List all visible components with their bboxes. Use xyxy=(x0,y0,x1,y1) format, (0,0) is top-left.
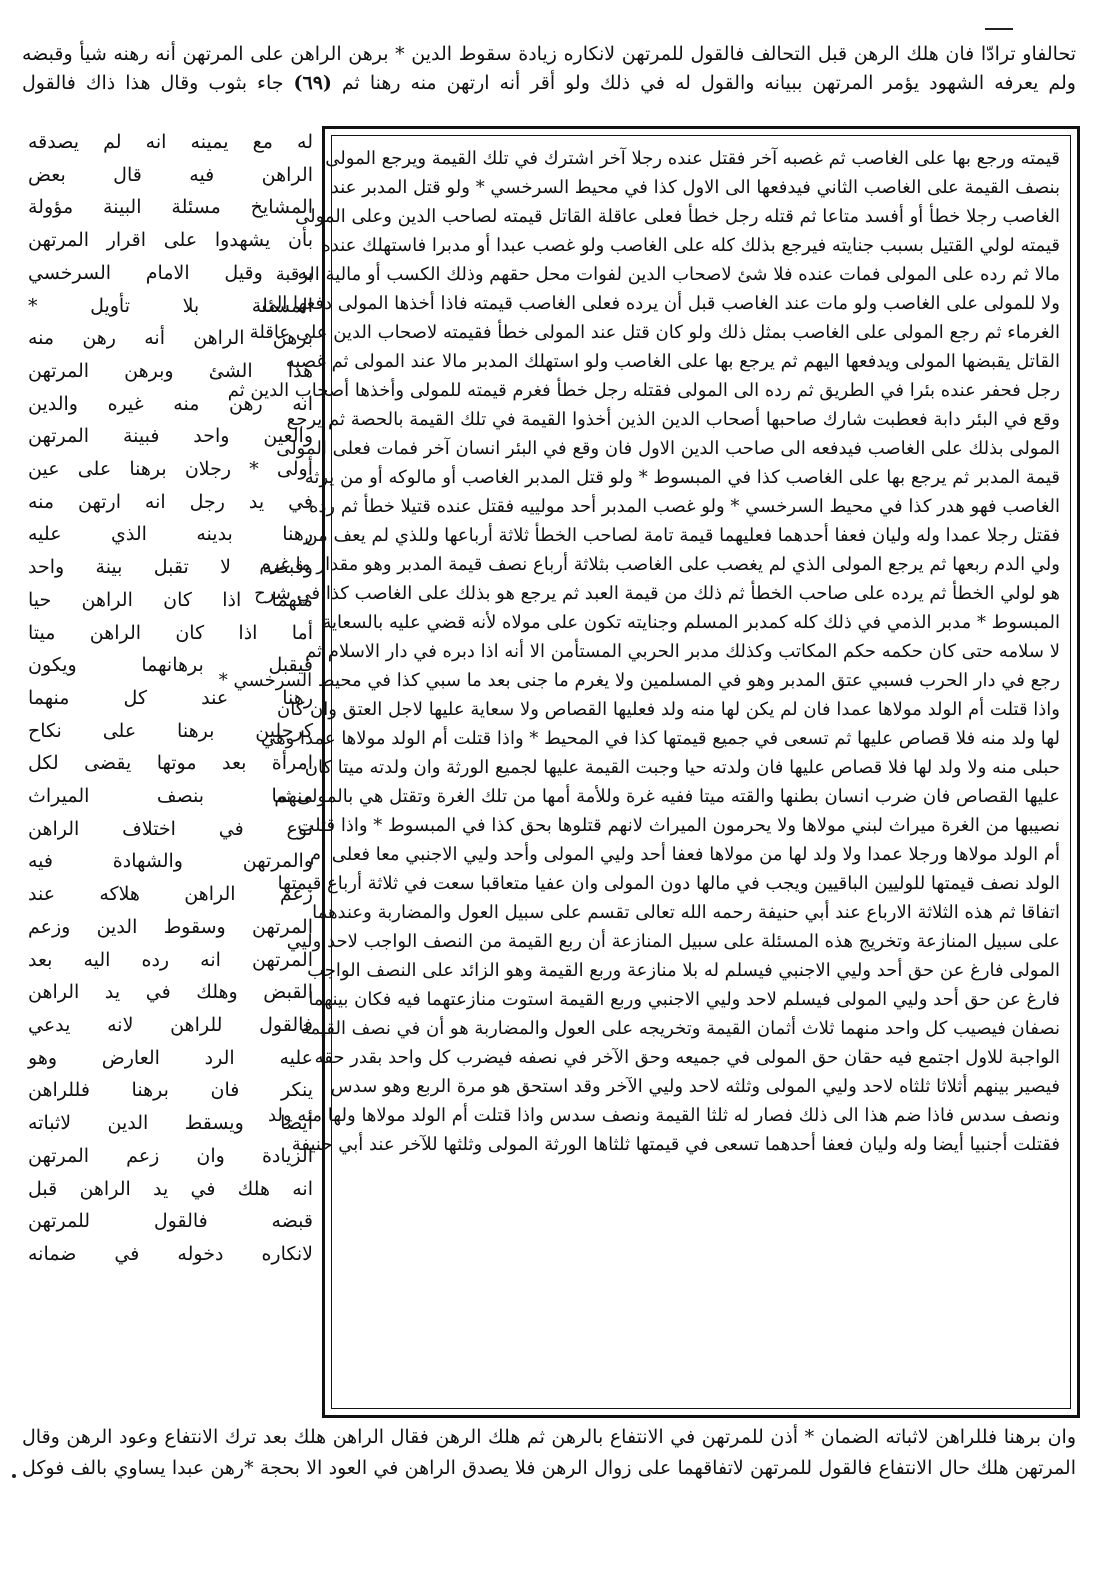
margin-text-line: فالقول للراهن لانه يدعي xyxy=(28,1013,313,1036)
margin-text-line: أيضا ويسقط الدين لاثباته xyxy=(28,1112,313,1135)
main-text-body xyxy=(218,135,1071,1409)
margin-text-line: برهن الراهن أنه رهن منه xyxy=(28,327,313,350)
main-text-line: الواجبة للاول اجتمع فيه حقان حق المولى في جميعه وحق الآخر في نصفه فيضرب كل واحد بقدر حقه xyxy=(314,1047,1060,1068)
margin-text-line: قبضه فالقول للمرتهن xyxy=(28,1210,313,1233)
margin-text-line: أولى * رجلان برهنا على عين xyxy=(28,458,313,481)
margin-text-line: الزيادة وان زعم المرتهن xyxy=(28,1144,313,1167)
main-text-line: الغاصب رجلا خطأ أو أفسد متاعا ثم قتله رجل خطأ فعلى عاقلة القاتل قيمته لصاحب الدين وعلى المولى xyxy=(295,206,1060,227)
page-header xyxy=(22,40,1076,98)
margin-text-line: فيقبل برهانهما ويكون xyxy=(28,654,313,677)
margin-text-line: المرتهن وسقوط الدين وزعم xyxy=(28,915,313,938)
main-text-line: الولد نصف قيمتها للوليين الباقيين ويجب في مالها دون المولى وان عفيا متعاقبا سعت في ثلاثة أرباع قيمتها xyxy=(277,873,1060,894)
margin-text-line: كرجلين برهنا على نكاح xyxy=(28,719,313,742)
main-text-line: فيصير بينهم أثلاثا ثلثاه لاحد وليي المولى وثلثه لاحد وليي الآخر وقد استحق هو مرة الربع وهو سدس xyxy=(330,1076,1060,1097)
main-text-line: عليها القصاص فان ضرب انسان بطنها والقته ميتا ففيه غرة وللأمة أمها من تلك الغرة وتقتل هي بالمولى ثم xyxy=(274,786,1060,807)
footer-line-2: المرتهن هلك حال الانتفاع فالقول للمرتهن لاتفاقهما على زوال الرهن فلا يصدق الراهن في العود الا بحجة *رهن عبدا يساوي بالف فوكل xyxy=(22,1457,1076,1479)
main-text-line: الغاصب فهو هدر كذا في محيط السرخسي * ولو غصب المدبر أحد مولييه فقتل عنده قتيلا خطأ ثم رده xyxy=(308,496,1060,517)
main-text-line: فارغ عن حق أحد وليي المولى فيسلم لاحد وليي الاجنبي وربع القيمة استوت منازعتهما فيه فكان بينهما xyxy=(308,989,1060,1010)
margin-commentary xyxy=(28,126,313,1418)
main-text-line: قيمته لولي القتيل بسبب جنايته فيرجع بذلك كله على الغاصب ولو غصب عبدا أو مدبرا فاستهلك عنده xyxy=(321,235,1060,256)
main-text-line: لا سلامه حتى كان حكمه حكم المكاتب وكذلك مدبر الحربي المستأمن الا أنه اذا دبره في دار الاسلام ثم xyxy=(305,641,1060,662)
main-text-line: نصيبها من الغرة ميراث لبني مولاها ولا يحرمون الميراث لانهم قتلوها بحق كذا في المبسوط * واذا قتلت xyxy=(297,815,1060,836)
main-text-line: قيمته ورجع بها على الغاصب ثم غصبه آخر فقتل عنده رجلا آخر اشترك في تلك القيمة ويرجع المولى xyxy=(325,148,1060,169)
main-text-line: فقتل رجلا عمدا وله وليان فعفا أحدهما فعليهما قيمة تامة لصاحب الخطأ ثلاثة أرباعها وللذي لم يعف من xyxy=(304,525,1060,546)
main-text-line: أم الولد مولاها ورجلا عمدا ولا ولد لها من مولاها فعفا أحد وليي المولى وأحد وليي الاجنبي معا فعلى أم xyxy=(309,844,1060,865)
margin-text-line: ينكر فان برهنا فللراهن xyxy=(28,1079,313,1102)
main-text-line: ونصف سدس فاذا ضم هذا الى ذلك فصار له ثلثا القيمة ونصف سدس واذا قتلت أم الولد مولاها ولها منه ولد xyxy=(267,1105,1060,1126)
main-text-line: ولي الدم ربعها ثم يرجع المولى الذي لم يغصب على الغاصب بثلاثة أرباع نصف قيمة المدبر وهو مقدار ما غرم xyxy=(259,554,1060,575)
footer-line-1: وان برهنا فللراهن لاثباته الضمان * أذن للمرتهن في الانتفاع بالرهن ثم هلك الرهن فقال الراهن هلك بعد ترك الانتفاع وعود الرهن وقال xyxy=(22,1426,1076,1448)
margin-text-line: رهنا عند كل منهما xyxy=(28,686,313,709)
main-text-line: هو لولي الخطأ ثم يرده على صاحب الخطأ ثم ذلك من قيمة العبد ثم يرجع هو بذلك على الغاصب كذا في شرح xyxy=(254,583,1060,604)
header-line-1: تحالفاو ترادّا فان هلك الرهن قبل التحالف فالقول للمرتهن لانكاره زيادة سقوط الدين * برهن الراهن على المرتهن أنه رهنه شيأ وقبضه xyxy=(22,43,1076,65)
header-line-2-end: جاء بثوب وقال هذا ذاك فالقول xyxy=(22,72,284,94)
main-text-line: المولى فارغ عن حق أحد وليي الاجنبي فيسلم له بلا منازعة وربع القيمة وهو الزائد على النصف الواجب xyxy=(307,960,1060,981)
margin-text-line: عليه الرد العارض وهو xyxy=(28,1046,313,1069)
margin-text-line: المسئلة بلا تأويل * xyxy=(28,294,313,317)
main-text-line: على سبيل المنازعة وتخريج هذه المسئلة على سبيل المنازعة أن ربع القيمة من النصف الواجب لاحد وليي xyxy=(286,931,1060,952)
top-dash-mark xyxy=(985,28,1013,30)
page-number: (٦٩) xyxy=(293,72,332,94)
main-text-line: نصفان فيصيب كل واحد منهما ثلاث أثمان القيمة وتخريجه على العول والمضاربة هو أن في نصف القيمة xyxy=(300,1018,1060,1039)
page-footer xyxy=(22,1422,1076,1484)
margin-text-line: انه هلك في يد الراهن قبل xyxy=(28,1177,313,1200)
main-text-line: فقتلت أجنبيا أيضا وله وليان فعفا أحدهما تسعى في قيمتها ثلثاها الورثة المولى وثلثها للآخر عند أبي حنيفة xyxy=(291,1134,1060,1155)
main-text-line: رجل فحفر عنده بئرا في الطريق ثم رده الى المولى فقتله رجل خطأ فغرم قيمته للمولى وأخذها أصحاب الدين ثم xyxy=(227,380,1060,401)
margin-text-line: له مع يمينه انه لم يصدقه xyxy=(28,131,313,153)
main-text-line: المولى بذلك على الغاصب فيدفعه الى صاحب الدين الاول فان وقع في البئر انسان آخر فمات فعلى المولى xyxy=(276,438,1060,459)
margin-text-line: هذا الشئ وبرهن المرتهن xyxy=(28,359,313,382)
main-text-line: لها ولد منه فلا قصاص عليها ثم تسعى في جميع قيمتها كذا في المحيط * واذا قتلت أم الولد مولاها عمدا وهي xyxy=(261,728,1060,749)
margin-text-line: القبض وهلك في يد الراهن xyxy=(28,981,313,1004)
margin-text-line: الراهن فيه قال بعض xyxy=(28,163,313,186)
main-text-frame xyxy=(218,126,1080,1418)
margin-text-line: انه رهن منه غيره والدين xyxy=(28,392,313,415)
margin-text-line: زعم الراهن هلاكه عند xyxy=(28,883,313,906)
margin-text-line: والعين واحد فبينة المرتهن xyxy=(28,425,313,448)
main-text-line: القاتل يقبضها المولى ويدفعها اليهم ثم يرجع بها على الغاصب ولو استهلك المدبر مالا عند المولى ثم غصبه xyxy=(285,351,1060,372)
main-text-line: اتفاقا ثم هذه الثلاثة الارباع عند أبي حنيفة رحمه الله تعالى تقسم على سبيل العول والمضاربة وعندهما xyxy=(312,902,1060,923)
margin-text-line: في يد رجل انه ارتهن منه xyxy=(28,490,313,513)
margin-text-line: لانكاره دخوله في ضمانه xyxy=(28,1242,313,1265)
margin-text-line: وقبضه لا تقبل بينة واحد xyxy=(28,556,313,579)
main-text-line: واذا قتلت أم الولد مولاها عمدا فان لم يكن لها منه ولد فعليها القصاص ولا سعاية عليها لاجل العتق وان كان xyxy=(277,699,1060,720)
stray-ink-mark xyxy=(12,1474,16,1478)
margin-text-line: أما اذا كان الراهن ميتا xyxy=(28,621,313,644)
margin-text-line: نوع في اختلاف الراهن xyxy=(28,817,313,840)
main-text-line: رجع في دار الحرب فسبي عتق المدبر وهو في المسلمين ولا يغرم ما جنى بعد ما سبي كذا في محيط السرخسي * xyxy=(218,670,1060,691)
margin-text-line: والمرتهن والشهادة فيه xyxy=(28,850,313,873)
header-line-2 xyxy=(22,69,1076,98)
header-line-2-start: ولم يعرفه الشهود يؤمر المرتهن ببيانه والقول له في ذلك ولو أقر أنه ارتهن منه رهنا ثم xyxy=(341,72,1076,94)
margin-text-line: المرتهن انه رده اليه بعد xyxy=(28,948,313,971)
main-text-line: المبسوط * مدبر الذمي في ذلك كله كمدبر المسلم وجنايته تكون على مولاه لأنه قضي عليه بالسعاية xyxy=(322,612,1060,633)
margin-text-line: به وقيل الامام السرخسي xyxy=(28,261,313,284)
main-text-line: مالا ثم رده على المولى فمات عنده فلا شئ لاصحاب الدين لفوات محل حقهم وذلك الكسب أو مالية الرقبة xyxy=(275,264,1060,285)
main-text-line: حبلى منه ولا ولد لها فلا قصاص عليها فان ولدته حيا وجبت القيمة عليها لجميع الورثة وان ولدته ميتا كان xyxy=(304,757,1060,778)
main-text-line: الغرماء ثم رجع المولى على الغاصب بمثل ذلك ولو كان قتل عند المولى خطأ فقيمته لاصحاب الدين على عاقلة xyxy=(249,322,1060,343)
margin-text-line: منهما اذا كان الراهن حيا xyxy=(28,588,313,611)
margin-text-line: رهنا بدينه الذي عليه xyxy=(28,523,313,546)
main-text-line: قيمة المدبر ثم يرجع بها على الغاصب كذا في المبسوط * ولو قتل المدبر الغاصب أو مالوكه أو من يرثه xyxy=(304,467,1060,488)
main-text-line: ولا للمولى على الغاصب ولو مات عند الغاصب قبل أن يرده فعلى الغاصب قيمته فاذا أخذها المولى دفعها الى xyxy=(261,293,1060,314)
margin-text-line: منهما بنصف الميراث xyxy=(28,785,313,808)
margin-text-line: بأن يشهدوا على اقرار المرتهن xyxy=(28,229,313,252)
margin-text-line: امرأة بعد موتها يقضى لكل xyxy=(28,752,313,775)
main-text-line: بنصف القيمة على الغاصب الثاني فيدفعها الى الاول كذا في محيط السرخسي * ولو قتل المدبر عند xyxy=(330,177,1060,198)
main-text-line: وقع في البئر دابة فعطبت شارك صاحبها أصحاب الدين الذين أخذوا القيمة في تلك القيمة بالحصة ثم يرجع xyxy=(286,409,1060,430)
margin-text-line: المشايخ مسئلة البينة مؤولة xyxy=(28,196,313,219)
